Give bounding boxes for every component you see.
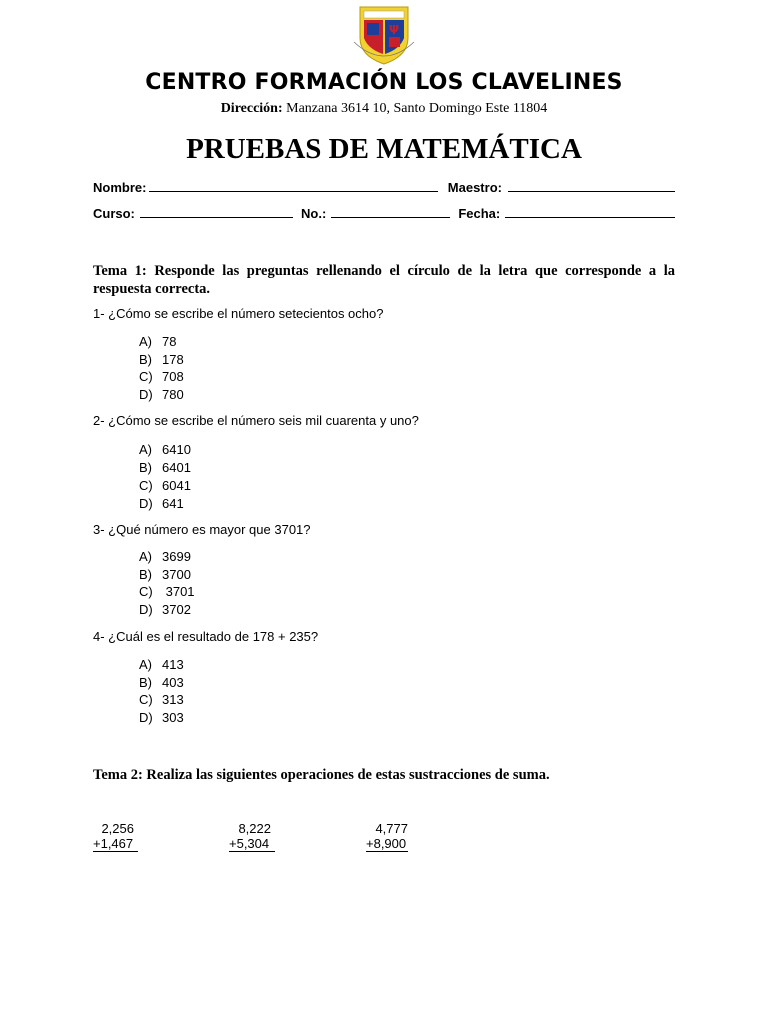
option-row[interactable]	[139, 657, 184, 675]
operation-1	[64, 821, 138, 852]
option-letter: B)	[139, 674, 152, 690]
option-value: 6041	[162, 478, 191, 493]
option-row[interactable]	[139, 675, 184, 693]
option-row[interactable]	[139, 352, 184, 370]
option-row[interactable]	[139, 442, 191, 460]
tema2-heading: Tema 2: Realiza las siguientes operaciones de estas sustracciones de suma.	[93, 767, 550, 783]
option-value: 403	[162, 674, 184, 690]
address-value: Manzana 3614 10, Santo Domingo Este 11804	[282, 101, 548, 116]
question-3-options	[139, 549, 195, 620]
option-value: 780	[162, 386, 184, 402]
option-row[interactable]	[139, 460, 191, 478]
maestro-label: Maestro:	[447, 180, 502, 195]
option-row[interactable]	[139, 710, 184, 728]
option-row[interactable]	[139, 334, 184, 352]
tema1-heading: Tema 1: Responde las preguntas rellenando el círculo de la letra que corresponde a la respuesta correcta.	[93, 263, 675, 297]
option-letter: A)	[139, 442, 152, 457]
question-2: 2- ¿Cómo se escribe el número seis mil cuarenta y uno?	[93, 413, 419, 428]
question-1-options	[139, 334, 184, 404]
option-value: 6410	[162, 442, 191, 457]
question-2-options	[139, 442, 191, 514]
question-4-options	[139, 657, 184, 728]
option-value: 3700	[162, 566, 191, 582]
option-row[interactable]	[139, 387, 184, 405]
no-field[interactable]	[331, 206, 450, 218]
fecha-label: Fecha:	[458, 206, 501, 221]
fields-row-2	[93, 206, 675, 221]
option-row[interactable]	[139, 602, 195, 620]
option-row[interactable]	[139, 567, 195, 585]
curso-label: Curso:	[93, 206, 135, 221]
option-row[interactable]	[139, 369, 184, 387]
question-3: 3- ¿Qué número es mayor que 3701?	[93, 522, 311, 537]
operation-2	[201, 821, 275, 852]
option-letter: D)	[139, 710, 153, 726]
option-letter: C)	[139, 369, 153, 384]
option-value: 708	[162, 369, 184, 384]
operation-bottom: +5,304	[229, 836, 275, 852]
option-value: 6401	[162, 460, 191, 475]
option-row[interactable]	[139, 496, 191, 514]
option-value: 313	[162, 692, 184, 708]
no-label: No.:	[301, 206, 327, 221]
page-title: PRUEBAS DE MATEMÁTICA	[186, 133, 582, 165]
option-value: 3701	[162, 584, 195, 600]
fecha-field[interactable]	[505, 206, 675, 218]
option-letter: B)	[139, 351, 152, 367]
question-1: 1- ¿Cómo se escribe el número setecientos ocho?	[93, 306, 384, 321]
nombre-label: Nombre:	[93, 180, 147, 195]
option-letter: B)	[139, 460, 152, 475]
operation-3	[338, 821, 408, 852]
option-letter: A)	[139, 549, 152, 564]
fields-row-1	[93, 180, 675, 195]
option-value: 303	[162, 710, 184, 726]
option-value: 3702	[162, 602, 191, 618]
option-value: 3699	[162, 549, 191, 564]
school-address	[0, 101, 768, 117]
option-letter: C)	[139, 584, 153, 600]
school-name: CENTRO FORMACIÓN LOS CLAVELINES	[145, 70, 623, 95]
operation-bottom: +1,467	[93, 836, 138, 852]
curso-field[interactable]	[140, 206, 293, 218]
option-value: 178	[162, 351, 184, 367]
option-row[interactable]	[139, 584, 195, 602]
nombre-field[interactable]	[149, 180, 437, 192]
option-value: 641	[162, 496, 184, 511]
option-letter: B)	[139, 566, 152, 582]
operation-bottom: +8,900	[366, 836, 407, 851]
option-value: 78	[162, 334, 177, 349]
question-4: 4- ¿Cuál es el resultado de 178 + 235?	[93, 629, 319, 644]
option-row[interactable]	[139, 549, 195, 567]
option-letter: D)	[139, 602, 153, 618]
option-row[interactable]	[139, 478, 191, 496]
option-letter: C)	[139, 692, 153, 708]
option-letter: D)	[139, 386, 153, 402]
operation-top: 2,256	[101, 821, 134, 836]
option-row[interactable]	[139, 692, 184, 710]
option-letter: C)	[139, 478, 153, 493]
operation-top: 4,777	[375, 821, 408, 836]
operation-top: 8,222	[238, 821, 271, 836]
option-letter: D)	[139, 496, 153, 511]
option-letter: A)	[139, 657, 152, 672]
option-value: 413	[162, 657, 184, 672]
address-label: Dirección:	[220, 101, 283, 116]
maestro-field[interactable]	[508, 180, 675, 192]
school-crest-logo	[346, 4, 422, 66]
svg-text:Ψ: Ψ	[388, 23, 400, 37]
option-letter: A)	[139, 334, 152, 349]
